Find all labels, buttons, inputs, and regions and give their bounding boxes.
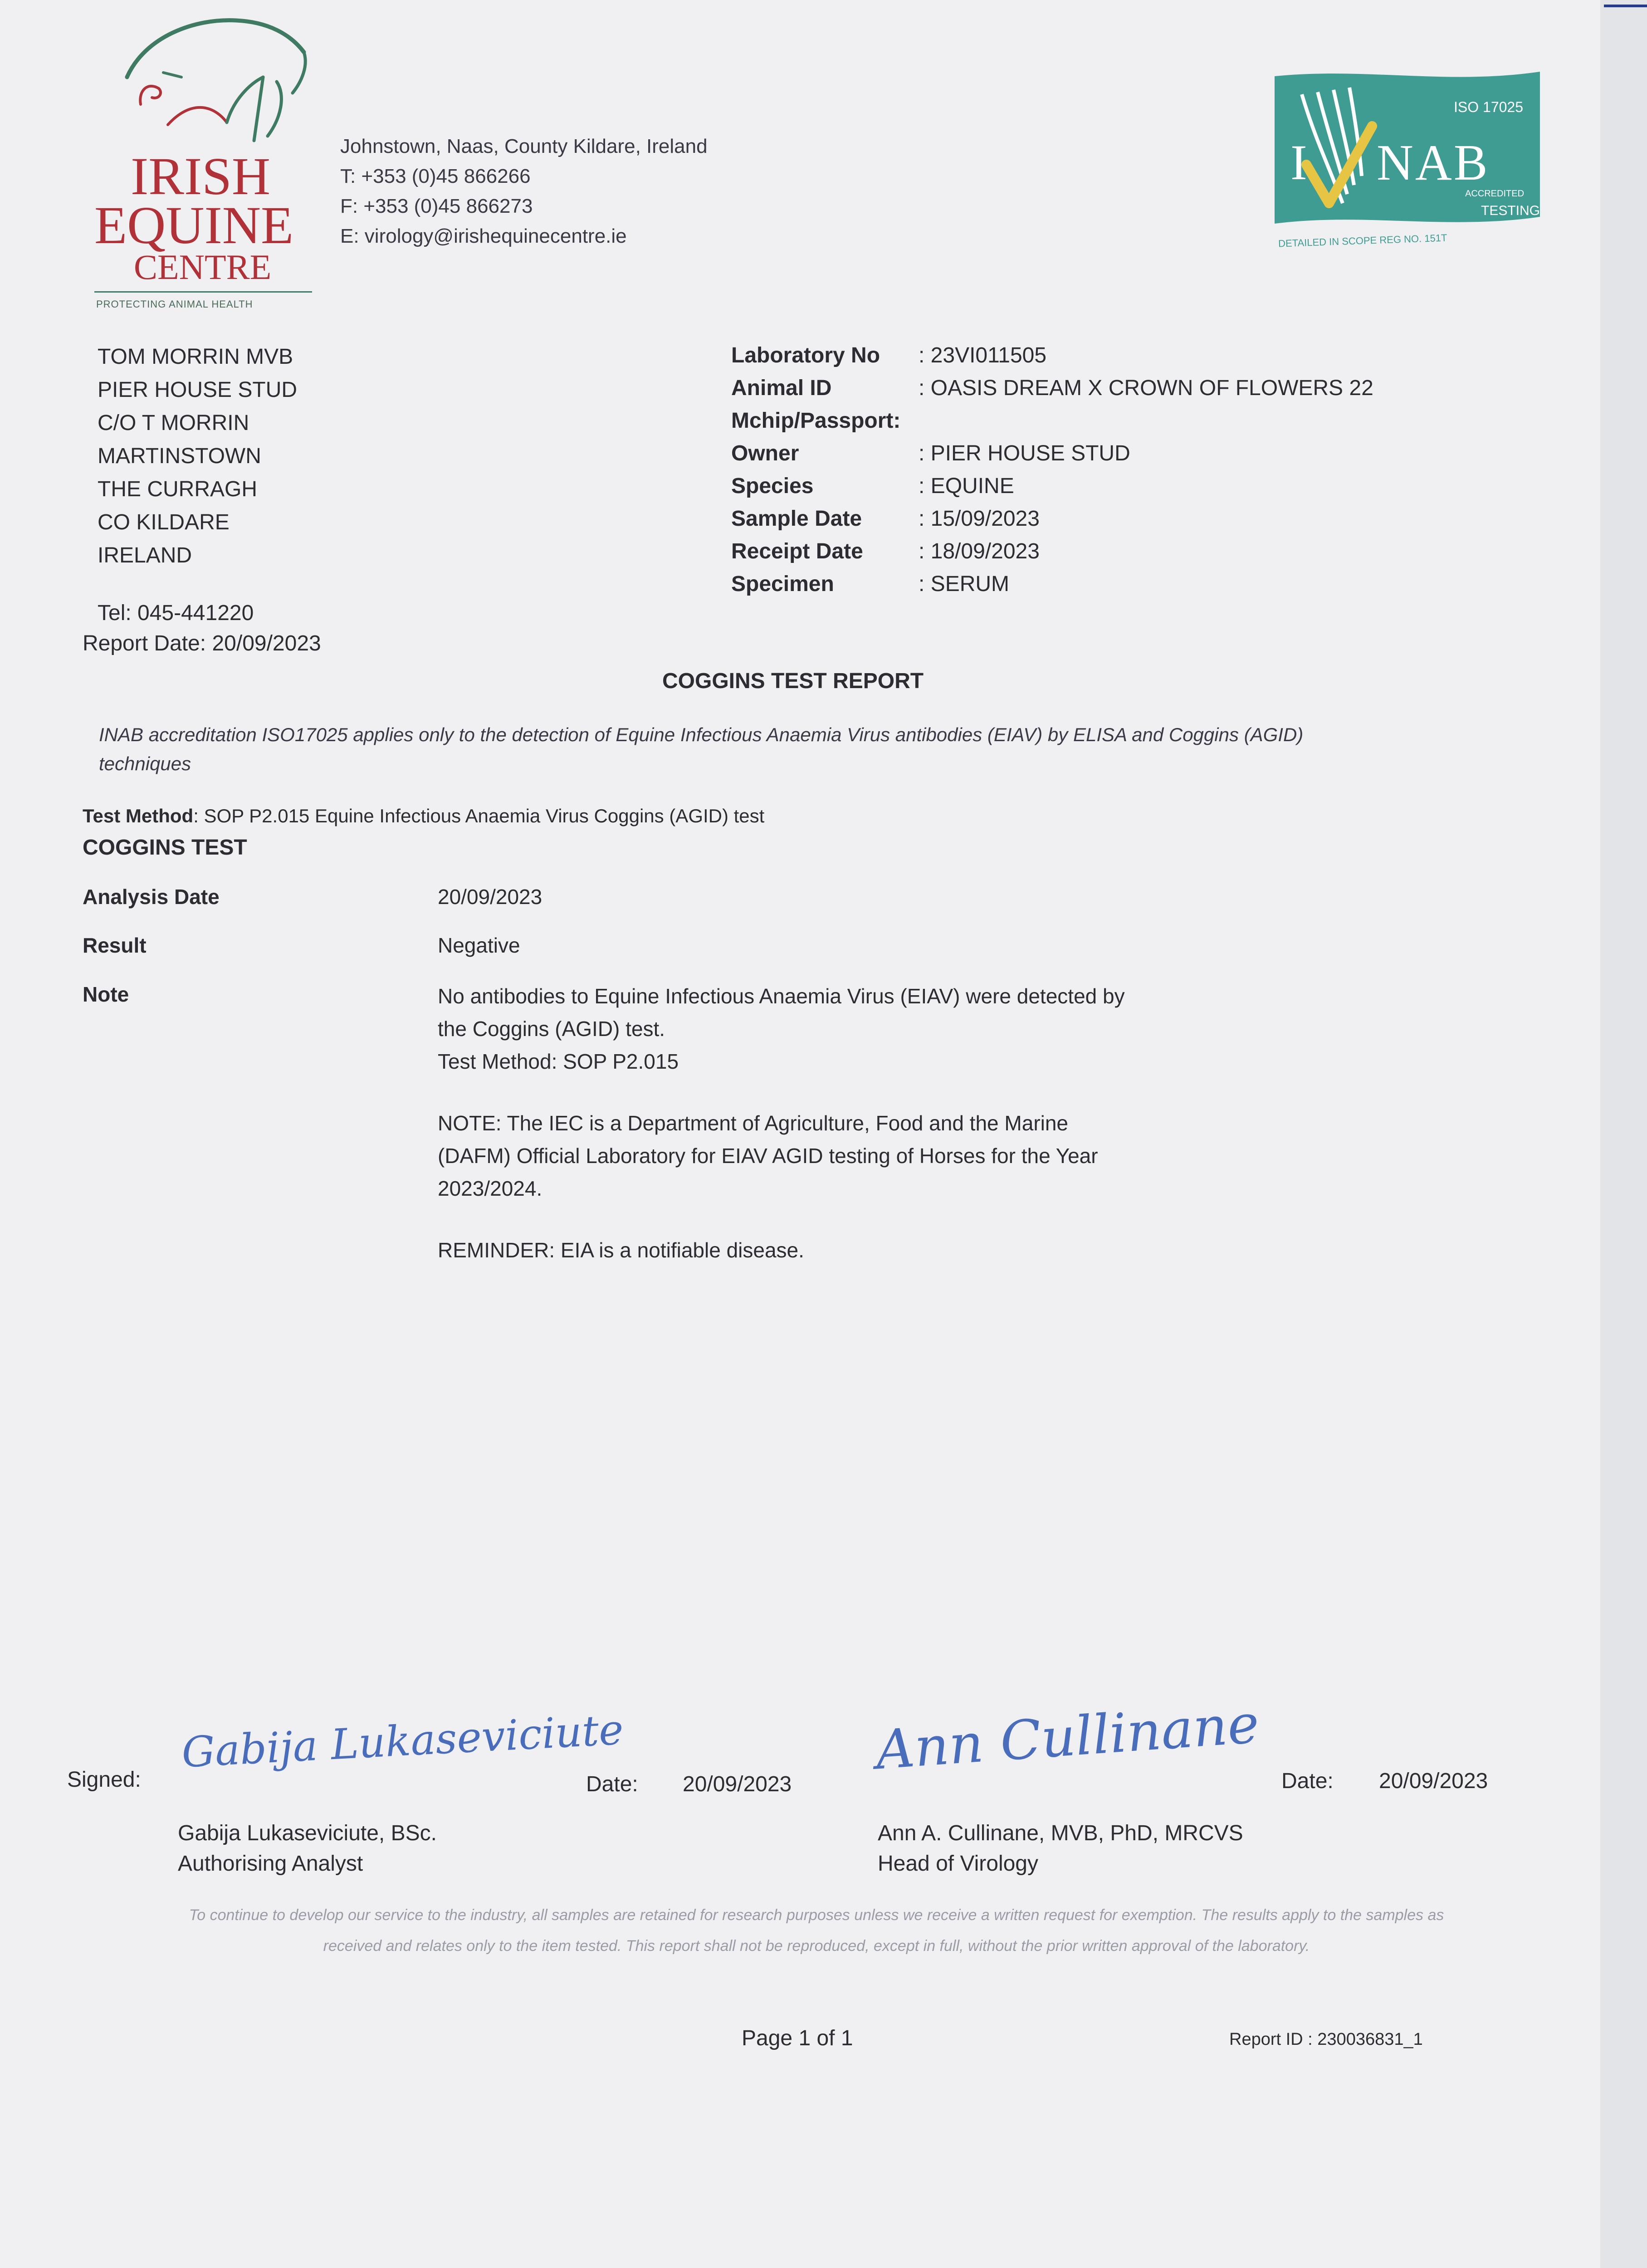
signed-label: Signed: xyxy=(67,1768,141,1792)
laboratory-no-label: Laboratory No xyxy=(731,343,880,367)
head-role: Head of Virology xyxy=(878,1852,1038,1876)
inab-iso-label: ISO 17025 xyxy=(1454,99,1523,115)
addressee-line: THE CURRAGH xyxy=(98,477,258,501)
addressee-line: CO KILDARE xyxy=(98,510,230,534)
owner-label: Owner xyxy=(731,441,799,465)
specimen-label: Specimen xyxy=(731,572,834,596)
report-id: Report ID : 230036831_1 xyxy=(1229,2030,1423,2049)
analysis-date-label: Analysis Date xyxy=(83,885,220,909)
addressee-line: C/O T MORRIN xyxy=(98,411,249,435)
scan-mark xyxy=(1604,5,1647,7)
inab-letters-nab: NAB xyxy=(1377,135,1490,191)
receipt-date-value: : 18/09/2023 xyxy=(919,539,1040,563)
dafm-note-line: (DAFM) Official Laboratory for EIAV AGID testing of Horses for the Year xyxy=(438,1144,1098,1168)
addressee-line: IRELAND xyxy=(98,543,192,567)
disclaimer-text: To continue to develop our service to the industry, all samples are retained for research purposes unless we receive a written request for exemption. The results apply to the samples as received and relates only to the item tested. This report shall not be reproduced, except in full, without the prior written approval of the laboratory. xyxy=(189,1906,1444,1955)
addressee-line: MARTINSTOWN xyxy=(98,444,261,468)
head-name: Ann A. Cullinane, MVB, PhD, MRCVS xyxy=(878,1821,1243,1845)
sample-date-value: : 15/09/2023 xyxy=(919,507,1040,531)
logo-tagline: PROTECTING ANIMAL HEALTH xyxy=(96,298,253,310)
logo-rule xyxy=(94,291,312,293)
report-title: COGGINS TEST REPORT xyxy=(662,669,924,693)
analyst-name: Gabija Lukaseviciute, BSc. xyxy=(178,1821,437,1845)
lab-contact-block xyxy=(340,132,708,251)
addressee-tel: Tel: 045-441220 xyxy=(98,601,254,625)
date2-label: Date: xyxy=(1281,1769,1334,1793)
mchip-passport-label: Mchip/Passport: xyxy=(731,409,901,433)
receipt-date-label: Receipt Date xyxy=(731,539,863,563)
sample-date-label: Sample Date xyxy=(731,507,862,531)
inab-accreditation-badge xyxy=(1275,67,1540,258)
specimen-value: : SERUM xyxy=(919,572,1010,596)
inab-scope-label: DETAILED IN SCOPE REG NO. 151T xyxy=(1278,232,1447,249)
result-value: Negative xyxy=(438,934,520,957)
report-date: Report Date: 20/09/2023 xyxy=(83,631,321,655)
note-label: Note xyxy=(83,982,129,1006)
test-method-label: Test Method xyxy=(83,805,194,826)
accreditation-note: INAB accreditation ISO17025 applies only to the detection of Equine Infectious Anaemia Virus antibodies (EIAV) by ELISA and Coggins (AGID) techniques xyxy=(99,724,1304,774)
species-value: : EQUINE xyxy=(919,474,1014,498)
note-text xyxy=(438,980,1125,1078)
lab-phone: T: +353 (0)45 866266 xyxy=(340,165,531,187)
result-label: Result xyxy=(83,934,147,957)
animal-id-label: Animal ID xyxy=(731,376,832,400)
addressee-block xyxy=(98,340,297,572)
logo-word-irish: IRISH xyxy=(131,147,271,206)
reminder-text: REMINDER: EIA is a notifiable disease. xyxy=(438,1238,804,1262)
coggins-test-heading: COGGINS TEST xyxy=(83,836,247,860)
lab-address: Johnstown, Naas, County Kildare, Ireland xyxy=(340,135,708,157)
head-signature: Ann Cullinane xyxy=(874,1692,1261,1782)
logo-word-centre: CENTRE xyxy=(134,247,272,287)
dafm-note-line: 2023/2024. xyxy=(438,1177,542,1200)
inab-testing-label: TESTING xyxy=(1481,203,1540,218)
dafm-note-line: NOTE: The IEC is a Department of Agriculture, Food and the Marine xyxy=(438,1111,1069,1135)
lab-email: E: virology@irishequinecentre.ie xyxy=(340,225,627,247)
note-line: the Coggins (AGID) test. xyxy=(438,1017,665,1041)
inab-letter-i: I xyxy=(1290,135,1307,190)
addressee-line: PIER HOUSE STUD xyxy=(98,378,298,402)
page-number: Page 1 of 1 xyxy=(742,2026,853,2050)
species-label: Species xyxy=(731,474,814,498)
date2-value: 20/09/2023 xyxy=(1379,1769,1488,1793)
horse-outline-icon xyxy=(113,9,327,145)
lab-fax: F: +353 (0)45 866273 xyxy=(340,195,533,217)
laboratory-no-value: : 23VI011505 xyxy=(919,343,1047,367)
addressee-line: TOM MORRIN MVB xyxy=(98,345,293,369)
animal-id-value: : OASIS DREAM X CROWN OF FLOWERS 22 xyxy=(919,376,1373,400)
test-method-line xyxy=(83,803,764,830)
test-method-value: : SOP P2.015 Equine Infectious Anaemia Virus Coggins (AGID) test xyxy=(193,805,765,826)
note-line: No antibodies to Equine Infectious Anaemia Virus (EIAV) were detected by xyxy=(438,984,1125,1008)
dafm-note xyxy=(438,1107,1098,1205)
date1-value: 20/09/2023 xyxy=(683,1772,792,1796)
analysis-date-value: 20/09/2023 xyxy=(438,885,542,909)
inab-accredited-label: ACCREDITED xyxy=(1465,189,1525,199)
note-line: Test Method: SOP P2.015 xyxy=(438,1050,679,1073)
analyst-role: Authorising Analyst xyxy=(178,1852,363,1876)
irish-equine-centre-logo xyxy=(91,9,336,318)
scan-edge xyxy=(1600,0,1647,2268)
logo-word-equine: EQUINE xyxy=(94,196,294,255)
analyst-signature: Gabija Lukaseviciute xyxy=(180,1705,625,1777)
owner-value: : PIER HOUSE STUD xyxy=(919,441,1130,465)
date1-label: Date: xyxy=(586,1772,638,1796)
